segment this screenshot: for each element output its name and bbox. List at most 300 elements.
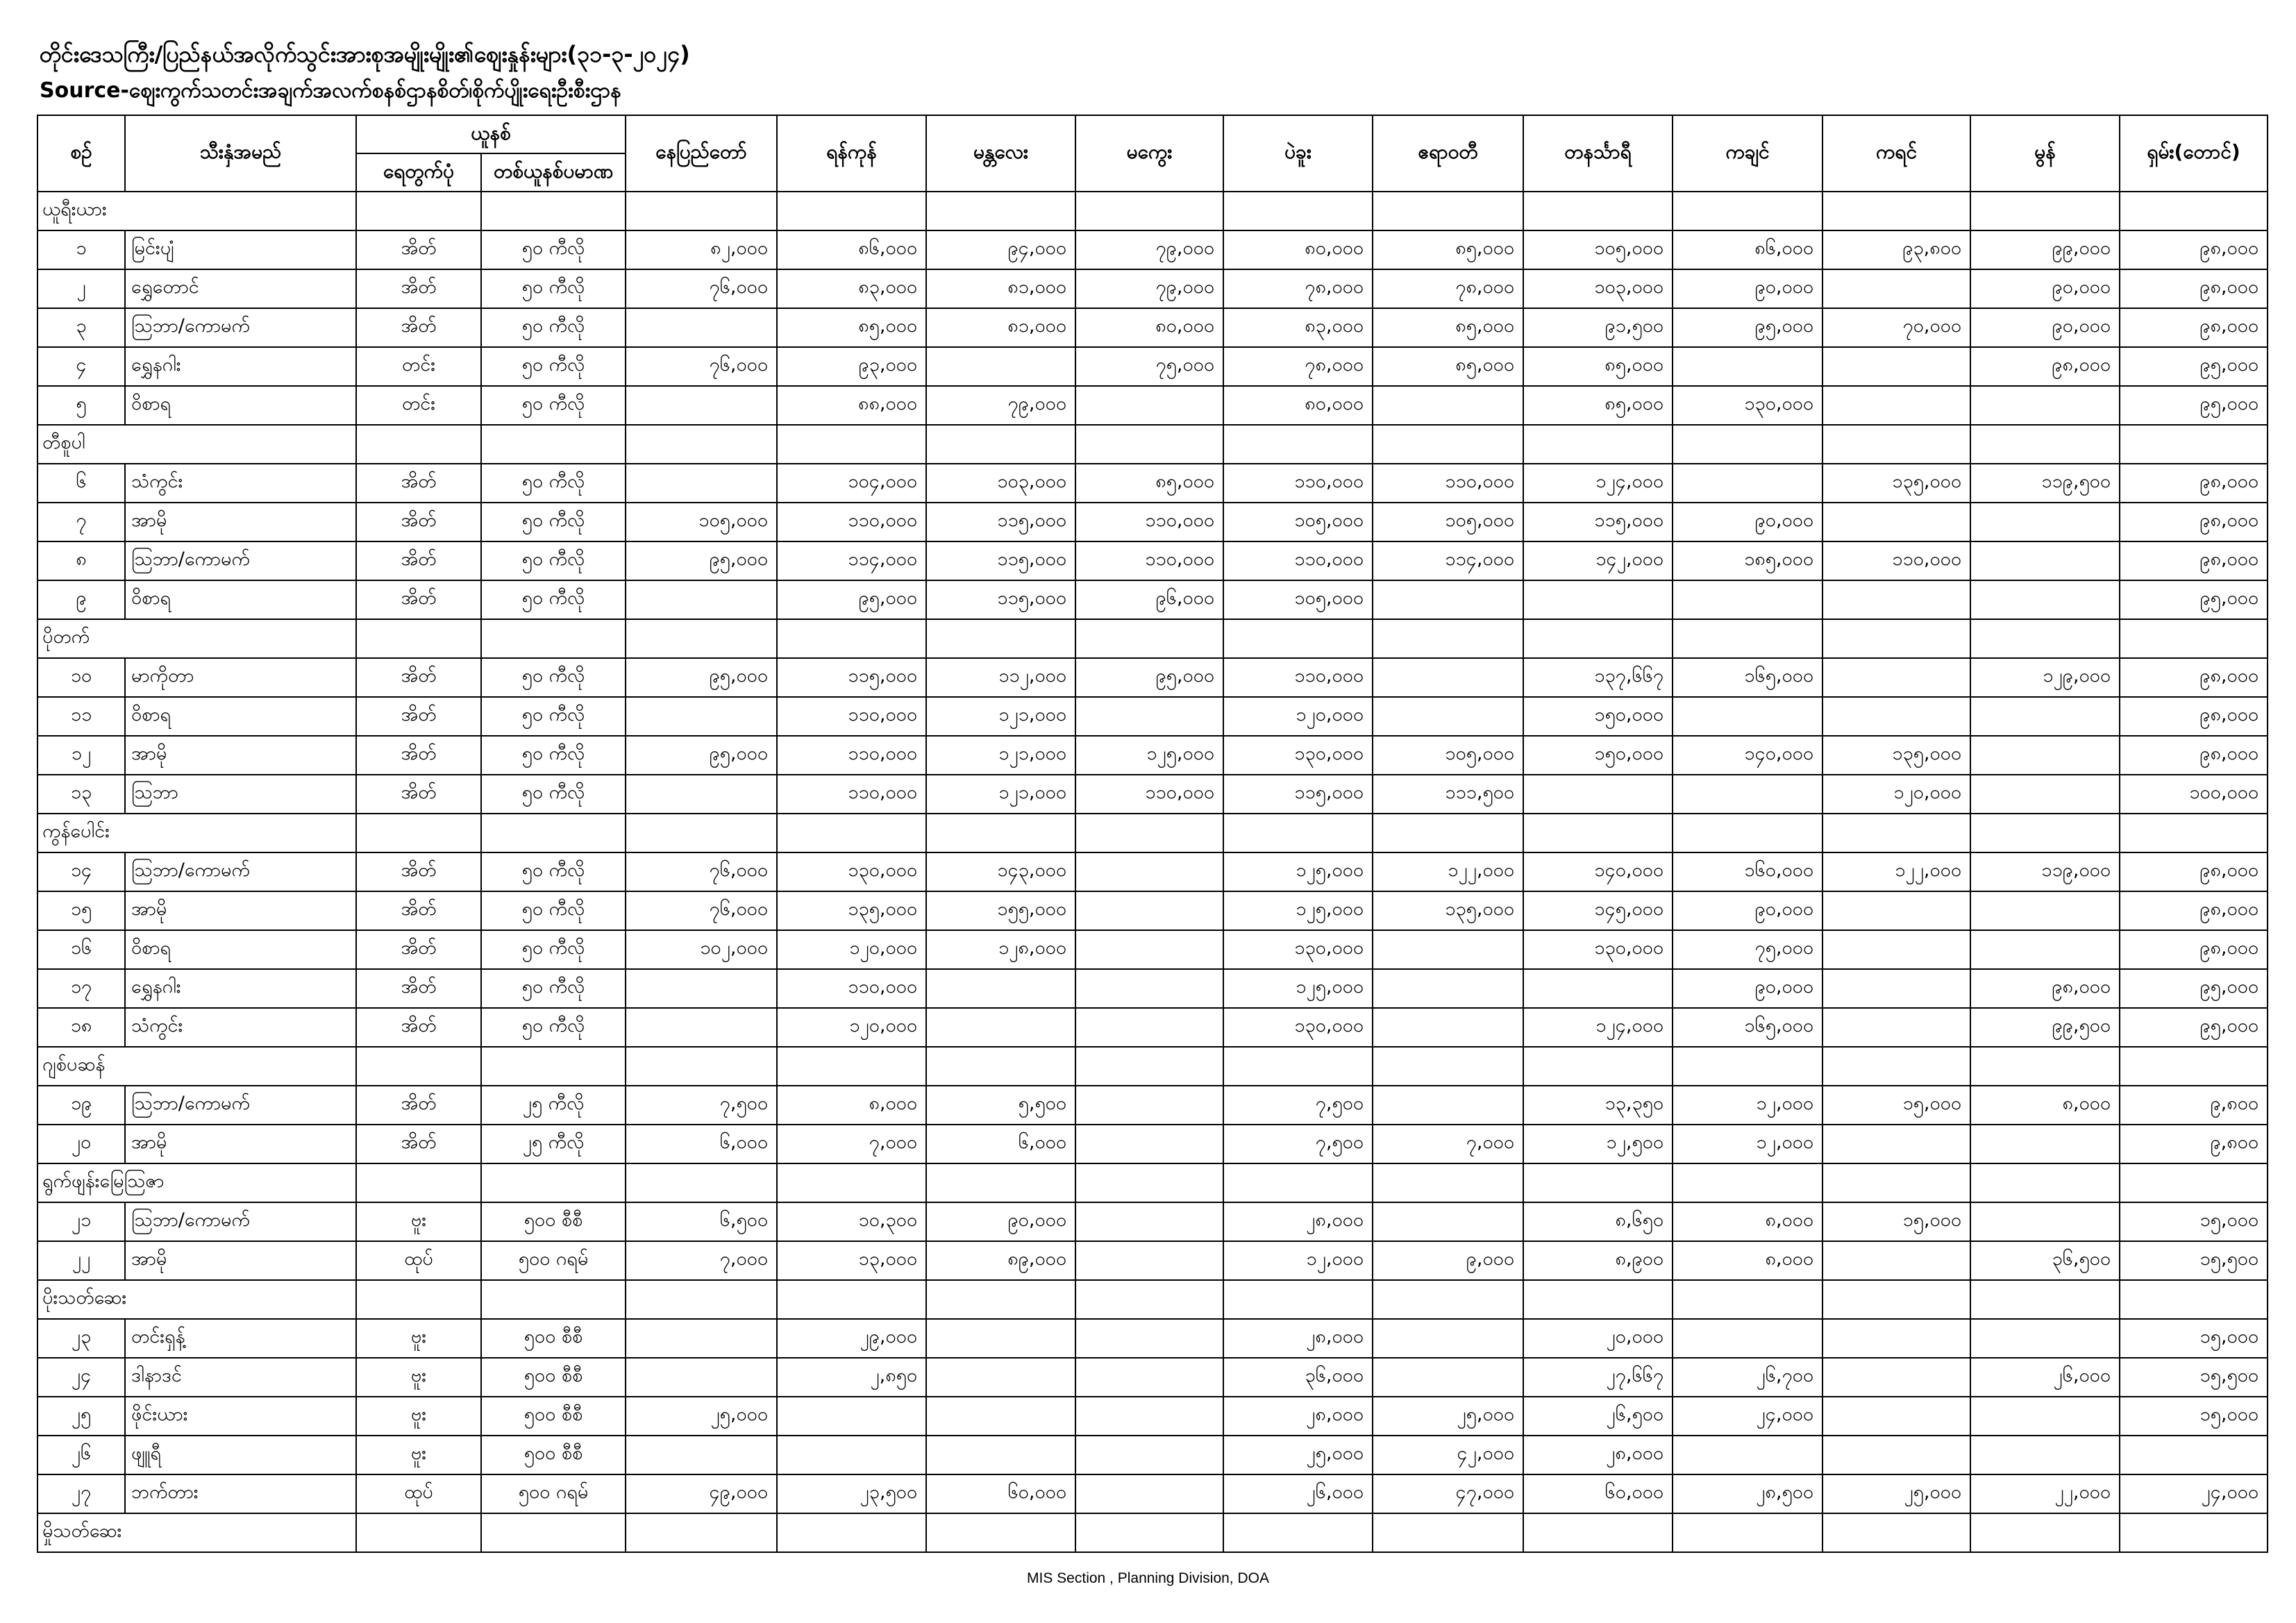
empty-cell — [1822, 814, 1970, 852]
price-cell — [1822, 930, 1970, 969]
empty-cell — [1223, 1513, 1373, 1552]
table-row — [37, 658, 2268, 697]
empty-cell — [626, 425, 777, 464]
empty-cell — [1223, 192, 1373, 230]
price-cell: ၁၁၄,၀၀၀ — [777, 541, 926, 580]
serial-cell: ၃ — [37, 308, 125, 347]
price-cell: ၅,၅၀၀ — [926, 1086, 1075, 1125]
crop-name-cell: ရွှေတောင် — [125, 269, 356, 308]
empty-cell — [1373, 814, 1523, 852]
category-label: ယူရီးယား — [37, 192, 356, 230]
price-cell — [626, 969, 777, 1008]
price-cell — [1373, 580, 1523, 619]
price-cell: ၂၈,၀၀၀ — [1223, 1202, 1373, 1241]
price-cell: ၁၁၀,၀၀၀ — [1223, 658, 1373, 697]
price-cell: ၁၂၂,၀၀၀ — [1822, 852, 1970, 891]
price-cell — [1075, 1086, 1223, 1125]
table-row — [37, 541, 2268, 580]
price-cell: ၁၀,၃၀၀ — [777, 1202, 926, 1241]
unit-count-cell: အိတ် — [356, 1086, 481, 1125]
table-row — [37, 580, 2268, 619]
price-cell — [1075, 1436, 1223, 1474]
category-label: တီစူပါ — [37, 425, 356, 464]
header-unit: ယူနစ် — [356, 115, 626, 153]
empty-cell — [1523, 619, 1673, 658]
price-cell: ၁၁၀,၀၀၀ — [1075, 775, 1223, 814]
empty-cell — [356, 814, 481, 852]
price-cell — [1822, 386, 1970, 425]
price-cell — [626, 464, 777, 503]
price-cell: ၉၅,၀၀၀ — [2120, 347, 2268, 386]
empty-cell — [1373, 619, 1523, 658]
price-cell: ၄၉,၀၀၀ — [626, 1474, 777, 1513]
price-cell — [1822, 1397, 1970, 1436]
unit-count-cell: အိတ် — [356, 1125, 481, 1163]
unit-count-cell: ဗူး — [356, 1319, 481, 1358]
serial-cell: ၈ — [37, 541, 125, 580]
unit-amount-cell: ၅၀ ကီလို — [481, 580, 626, 619]
empty-cell — [1822, 619, 1970, 658]
price-cell: ၇,၅၀၀ — [1223, 1086, 1373, 1125]
price-cell: ၉၃,၈၀၀ — [1822, 230, 1970, 269]
price-cell — [1673, 464, 1822, 503]
serial-cell: ၁၀ — [37, 658, 125, 697]
price-cell: ၁၁၀,၀၀၀ — [777, 697, 926, 736]
header-unit-count: ရေတွက်ပုံ — [356, 153, 481, 192]
table-row — [37, 1125, 2268, 1163]
price-cell: ၁၃၀,၀၀၀ — [1523, 930, 1673, 969]
price-cell: ၉၅,၀၀၀ — [626, 658, 777, 697]
serial-cell: ၁၇ — [37, 969, 125, 1008]
price-cell — [1673, 347, 1822, 386]
price-cell: ၁၂၁,၀၀၀ — [926, 736, 1075, 775]
price-cell: ၉၈,၀၀၀ — [1970, 347, 2120, 386]
price-cell: ၉၀,၀၀၀ — [1673, 503, 1822, 541]
unit-amount-cell: ၅၀ ကီလို — [481, 503, 626, 541]
price-cell: ၈၁,၀၀၀ — [926, 269, 1075, 308]
price-cell: ၂၅,၀၀၀ — [1223, 1436, 1373, 1474]
price-cell — [926, 969, 1075, 1008]
empty-cell — [2120, 425, 2268, 464]
unit-count-cell: အိတ် — [356, 230, 481, 269]
price-cell: ၁၅,၅၀၀ — [2120, 1358, 2268, 1397]
serial-cell: ၇ — [37, 503, 125, 541]
serial-cell: ၁၄ — [37, 852, 125, 891]
empty-cell — [1523, 1513, 1673, 1552]
empty-cell — [481, 192, 626, 230]
crop-name-cell: ဩဘာ — [125, 775, 356, 814]
price-cell: ၈၆,၀၀၀ — [1673, 230, 1822, 269]
price-cell — [1822, 347, 1970, 386]
price-cell — [626, 1436, 777, 1474]
empty-cell — [1223, 1280, 1373, 1319]
empty-cell — [777, 1047, 926, 1086]
price-cell — [626, 308, 777, 347]
price-cell: ၄၂,၀၀၀ — [1373, 1436, 1523, 1474]
price-cell: ၁၅၀,၀၀၀ — [1523, 697, 1673, 736]
price-cell: ၂၉,၀၀၀ — [777, 1319, 926, 1358]
price-cell — [1970, 1125, 2120, 1163]
price-cell — [1822, 580, 1970, 619]
crop-name-cell: အာမို — [125, 736, 356, 775]
empty-cell — [626, 192, 777, 230]
price-cell: ၈,၀၀၀ — [1673, 1202, 1822, 1241]
unit-amount-cell: ၅၀ ကီလို — [481, 969, 626, 1008]
category-row — [37, 619, 2268, 658]
price-cell: ၂၆,၇၀၀ — [1673, 1358, 1822, 1397]
price-cell: ၁၀၀,၀၀၀ — [2120, 775, 2268, 814]
crop-name-cell: မာကိုတာ — [125, 658, 356, 697]
price-cell: ၁၁၅,၀၀၀ — [926, 541, 1075, 580]
empty-cell — [356, 425, 481, 464]
price-cell — [1075, 1319, 1223, 1358]
table-body — [37, 192, 2268, 1552]
unit-amount-cell: ၅၀ ကီလို — [481, 464, 626, 503]
price-cell: ၈၅,၀၀၀ — [1373, 230, 1523, 269]
empty-cell — [1373, 192, 1523, 230]
price-cell — [1373, 658, 1523, 697]
crop-name-cell: ဝိစာရ — [125, 930, 356, 969]
price-cell — [1673, 1436, 1822, 1474]
price-cell — [1373, 1319, 1523, 1358]
price-cell: ၉၈,၀၀၀ — [2120, 930, 2268, 969]
empty-cell — [1523, 425, 1673, 464]
price-cell: ၁၅၅,၀၀၀ — [926, 891, 1075, 930]
price-cell: ၂၆,၀၀၀ — [1223, 1474, 1373, 1513]
price-cell — [1970, 775, 2120, 814]
empty-cell — [926, 814, 1075, 852]
empty-cell — [356, 619, 481, 658]
empty-cell — [1075, 619, 1223, 658]
unit-count-cell: ဗူး — [356, 1202, 481, 1241]
price-cell — [1075, 1125, 1223, 1163]
price-cell: ၂၄,၀၀၀ — [2120, 1474, 2268, 1513]
empty-cell — [1673, 425, 1822, 464]
empty-cell — [2120, 1280, 2268, 1319]
unit-amount-cell: ၅၀ ကီလို — [481, 658, 626, 697]
price-cell: ၈,၉၀၀ — [1523, 1241, 1673, 1280]
unit-count-cell: အိတ် — [356, 852, 481, 891]
empty-cell — [777, 1163, 926, 1202]
category-label: ဂျစ်ပဆန် — [37, 1047, 356, 1086]
price-cell: ၉၀,၀၀၀ — [1970, 269, 2120, 308]
table-row — [37, 697, 2268, 736]
price-cell: ၇၀,၀၀၀ — [1822, 308, 1970, 347]
document-footer: MIS Section , Planning Division, DOA — [1027, 1570, 1269, 1586]
price-cell — [1373, 1008, 1523, 1047]
price-cell: ၉၈,၀၀၀ — [2120, 852, 2268, 891]
empty-cell — [1373, 1513, 1523, 1552]
empty-cell — [1373, 425, 1523, 464]
price-cell: ၉၈,၀၀၀ — [2120, 736, 2268, 775]
price-cell: ၉၀,၀၀၀ — [1673, 269, 1822, 308]
empty-cell — [2120, 1047, 2268, 1086]
price-cell: ၉၅,၀၀၀ — [626, 541, 777, 580]
price-cell — [1523, 775, 1673, 814]
header-serial: စဉ် — [37, 115, 125, 192]
price-cell: ၁၂၁,၀၀၀ — [926, 697, 1075, 736]
crop-name-cell: အာမို — [125, 503, 356, 541]
table-row — [37, 386, 2268, 425]
empty-cell — [1673, 619, 1822, 658]
empty-cell — [1673, 1280, 1822, 1319]
unit-count-cell: အိတ် — [356, 503, 481, 541]
price-cell: ၁၈၅,၀၀၀ — [1673, 541, 1822, 580]
category-label: မှိုသတ်ဆေး — [37, 1513, 356, 1552]
empty-cell — [926, 1163, 1075, 1202]
price-cell: ၆,၀၀၀ — [926, 1125, 1075, 1163]
price-cell: ၁၃၀,၀၀၀ — [777, 852, 926, 891]
crop-name-cell: မြင်းပျံ — [125, 230, 356, 269]
empty-cell — [356, 1280, 481, 1319]
price-cell: ၈၈,၀၀၀ — [777, 386, 926, 425]
price-cell: ၆၀,၀၀၀ — [1523, 1474, 1673, 1513]
unit-count-cell: အိတ် — [356, 658, 481, 697]
empty-cell — [1075, 1163, 1223, 1202]
category-row — [37, 814, 2268, 852]
price-cell — [1673, 580, 1822, 619]
price-cell: ၂၈,၀၀၀ — [1223, 1319, 1373, 1358]
empty-cell — [1075, 1047, 1223, 1086]
serial-cell: ၂၂ — [37, 1241, 125, 1280]
empty-cell — [1822, 425, 1970, 464]
empty-cell — [1970, 814, 2120, 852]
serial-cell: ၁၃ — [37, 775, 125, 814]
document-title: တိုင်းဒေသကြီး/ပြည်နယ်အလိုက်သွင်းအားစုအမျိုးမျိုး၏ဈေးနှုန်းများ(၃၁-၃-၂၀၂၄) — [40, 41, 690, 67]
price-cell: ၉၅,၀၀၀ — [2120, 1008, 2268, 1047]
empty-cell — [1223, 814, 1373, 852]
price-cell: ၆၀,၀၀၀ — [926, 1474, 1075, 1513]
unit-amount-cell: ၅၀ ကီလို — [481, 308, 626, 347]
price-cell — [1822, 269, 1970, 308]
header-region-tanintharyi: တနင်္သာရီ — [1523, 115, 1673, 192]
empty-cell — [1673, 1513, 1822, 1552]
empty-cell — [1673, 814, 1822, 852]
category-row — [37, 1513, 2268, 1552]
price-cell: ၁၆၅,၀၀၀ — [1673, 658, 1822, 697]
crop-name-cell: ဖျူရီ — [125, 1436, 356, 1474]
empty-cell — [1523, 1047, 1673, 1086]
empty-cell — [1223, 425, 1373, 464]
empty-cell — [1075, 1280, 1223, 1319]
price-cell: ၁၅၀,၀၀၀ — [1523, 736, 1673, 775]
price-cell: ၁၂,၀၀၀ — [1673, 1086, 1822, 1125]
serial-cell: ၂၄ — [37, 1358, 125, 1397]
price-cell: ၈၃,၀၀၀ — [1223, 308, 1373, 347]
price-cell: ၁၃၅,၀၀၀ — [1373, 891, 1523, 930]
crop-name-cell: ဩဘာ/ကောမက် — [125, 1202, 356, 1241]
empty-cell — [1223, 1163, 1373, 1202]
empty-cell — [926, 1047, 1075, 1086]
price-cell: ၁၀၅,၀၀၀ — [1223, 503, 1373, 541]
price-cell — [1075, 1241, 1223, 1280]
empty-cell — [481, 1047, 626, 1086]
price-cell: ၁၁၀,၀၀၀ — [777, 736, 926, 775]
unit-amount-cell: ၅၀ ကီလို — [481, 347, 626, 386]
table-row — [37, 1202, 2268, 1241]
empty-cell — [1373, 1280, 1523, 1319]
crop-name-cell: အာမို — [125, 891, 356, 930]
price-cell — [1970, 930, 2120, 969]
table-row — [37, 891, 2268, 930]
price-cell: ၁၅,၀၀၀ — [2120, 1319, 2268, 1358]
crop-name-cell: ရွှေနဂါး — [125, 347, 356, 386]
table-row — [37, 269, 2268, 308]
price-cell — [626, 1358, 777, 1397]
serial-cell: ၂၅ — [37, 1397, 125, 1436]
price-cell — [1822, 1241, 1970, 1280]
header-region-kachin: ကချင် — [1673, 115, 1822, 192]
price-cell: ၁၀၃,၀၀၀ — [926, 464, 1075, 503]
price-cell: ၁၁၉,၀၀၀ — [1970, 852, 2120, 891]
price-cell: ၁၃၀,၀၀၀ — [1223, 930, 1373, 969]
header-region-bago: ပဲခူး — [1223, 115, 1373, 192]
empty-cell — [777, 619, 926, 658]
price-cell: ၉၈,၀၀၀ — [2120, 697, 2268, 736]
table-row — [37, 230, 2268, 269]
unit-amount-cell: ၅၀၀ ဂရမ် — [481, 1241, 626, 1280]
header-region-shan-south: ရှမ်း(တောင်) — [2120, 115, 2268, 192]
price-cell: ၁၂၁,၀၀၀ — [926, 775, 1075, 814]
unit-count-cell: အိတ် — [356, 541, 481, 580]
price-cell: ၁၂၅,၀၀၀ — [1075, 736, 1223, 775]
price-cell: ၆,၀၀၀ — [626, 1125, 777, 1163]
unit-amount-cell: ၅၀ ကီလို — [481, 697, 626, 736]
price-cell: ၇၅,၀၀၀ — [1075, 347, 1223, 386]
price-cell: ၉၀,၀၀၀ — [1673, 891, 1822, 930]
price-cell: ၉၈,၀၀၀ — [2120, 464, 2268, 503]
crop-name-cell: ဝိစာရ — [125, 580, 356, 619]
price-cell — [926, 1436, 1075, 1474]
empty-cell — [1970, 1047, 2120, 1086]
price-cell — [1822, 1319, 1970, 1358]
price-cell — [1822, 503, 1970, 541]
serial-cell: ၁ — [37, 230, 125, 269]
table-row — [37, 930, 2268, 969]
serial-cell: ၂၆ — [37, 1436, 125, 1474]
price-cell: ၉၄,၀၀၀ — [926, 230, 1075, 269]
price-cell: ၈၁,၀၀၀ — [926, 308, 1075, 347]
category-row — [37, 1047, 2268, 1086]
empty-cell — [2120, 192, 2268, 230]
price-cell — [1970, 1319, 2120, 1358]
price-cell: ၇၆,၀၀၀ — [626, 269, 777, 308]
empty-cell — [1970, 619, 2120, 658]
serial-cell: ၆ — [37, 464, 125, 503]
price-cell — [1075, 1397, 1223, 1436]
category-row — [37, 1280, 2268, 1319]
empty-cell — [1822, 1163, 1970, 1202]
unit-amount-cell: ၂၅ ကီလို — [481, 1125, 626, 1163]
empty-cell — [626, 1163, 777, 1202]
price-cell: ၁၁၀,၀၀၀ — [1822, 541, 1970, 580]
unit-count-cell: အိတ် — [356, 697, 481, 736]
price-cell: ၈၀,၀၀၀ — [1223, 386, 1373, 425]
price-cell — [1075, 1008, 1223, 1047]
price-cell — [777, 1397, 926, 1436]
price-cell: ၁၀၂,၀၀၀ — [626, 930, 777, 969]
price-cell: ၁၀၅,၀၀၀ — [1523, 230, 1673, 269]
price-cell — [1373, 697, 1523, 736]
unit-count-cell: အိတ် — [356, 930, 481, 969]
empty-cell — [777, 814, 926, 852]
empty-cell — [1822, 1513, 1970, 1552]
unit-amount-cell: ၅၀၀ စီစီ — [481, 1202, 626, 1241]
price-cell: ၈၅,၀၀၀ — [1075, 464, 1223, 503]
crop-name-cell: ဝိစာရ — [125, 386, 356, 425]
price-cell: ၂၅,၀၀၀ — [626, 1397, 777, 1436]
price-cell: ၁၁၅,၀၀၀ — [926, 580, 1075, 619]
price-cell: ၉၈,၀၀၀ — [2120, 230, 2268, 269]
header-region-mandalay: မန္တလေး — [926, 115, 1075, 192]
price-cell: ၉,၈၀၀ — [2120, 1125, 2268, 1163]
price-cell — [1970, 541, 2120, 580]
price-cell: ၁၂၀,၀၀၀ — [777, 930, 926, 969]
crop-name-cell: ဘက်တား — [125, 1474, 356, 1513]
price-cell: ၈၅,၀၀၀ — [1373, 308, 1523, 347]
price-cell: ၉၉,၀၀၀ — [1970, 230, 2120, 269]
price-cell — [1523, 580, 1673, 619]
empty-cell — [481, 619, 626, 658]
unit-count-cell: ထုပ် — [356, 1241, 481, 1280]
price-cell: ၇,၅၀၀ — [626, 1086, 777, 1125]
empty-cell — [356, 1047, 481, 1086]
empty-cell — [1970, 425, 2120, 464]
price-cell: ၁၄၀,၀၀၀ — [1523, 852, 1673, 891]
unit-amount-cell: ၅၀ ကီလို — [481, 930, 626, 969]
crop-name-cell: အာမို — [125, 1125, 356, 1163]
crop-name-cell: ဩဘာ/ကောမက် — [125, 541, 356, 580]
price-cell — [626, 697, 777, 736]
price-cell: ၁၃၀,၀၀၀ — [1223, 736, 1373, 775]
empty-cell — [1970, 1163, 2120, 1202]
price-cell — [2120, 1436, 2268, 1474]
price-cell — [1822, 1358, 1970, 1397]
price-cell — [1970, 386, 2120, 425]
price-cell: ၈,၀၀၀ — [1673, 1241, 1822, 1280]
unit-amount-cell: ၅၀၀ စီစီ — [481, 1397, 626, 1436]
price-cell: ၁၄၀,၀၀၀ — [1673, 736, 1822, 775]
price-cell — [1970, 580, 2120, 619]
price-cell: ၁၁၅,၀၀၀ — [926, 503, 1075, 541]
table-row — [37, 464, 2268, 503]
serial-cell: ၂၃ — [37, 1319, 125, 1358]
unit-count-cell: အိတ် — [356, 464, 481, 503]
price-cell: ၉,၈၀၀ — [2120, 1086, 2268, 1125]
unit-amount-cell: ၅၀ ကီလို — [481, 736, 626, 775]
empty-cell — [926, 425, 1075, 464]
table-header — [37, 115, 2268, 192]
price-cell: ၉၅,၀၀၀ — [2120, 969, 2268, 1008]
empty-cell — [777, 1513, 926, 1552]
price-cell: ၂၈,၀၀၀ — [1523, 1436, 1673, 1474]
price-cell: ၈၉,၀၀၀ — [926, 1241, 1075, 1280]
crop-name-cell: ဩဘာ/ကောမက် — [125, 1086, 356, 1125]
price-cell: ၁၀၅,၀၀၀ — [1223, 580, 1373, 619]
price-cell: ၁၃၅,၀၀၀ — [1822, 464, 1970, 503]
empty-cell — [626, 1047, 777, 1086]
price-cell: ၁၀၅,၀၀၀ — [1373, 736, 1523, 775]
price-cell — [1822, 1125, 1970, 1163]
price-cell: ၁၅,၅၀၀ — [2120, 1241, 2268, 1280]
serial-cell: ၁၅ — [37, 891, 125, 930]
empty-cell — [1970, 192, 2120, 230]
price-cell — [1822, 1008, 1970, 1047]
crop-name-cell: သံကွင်း — [125, 1008, 356, 1047]
category-label: ကွန်ပေါင်း — [37, 814, 356, 852]
unit-amount-cell: ၅၀၀ စီစီ — [481, 1319, 626, 1358]
price-cell — [626, 1008, 777, 1047]
